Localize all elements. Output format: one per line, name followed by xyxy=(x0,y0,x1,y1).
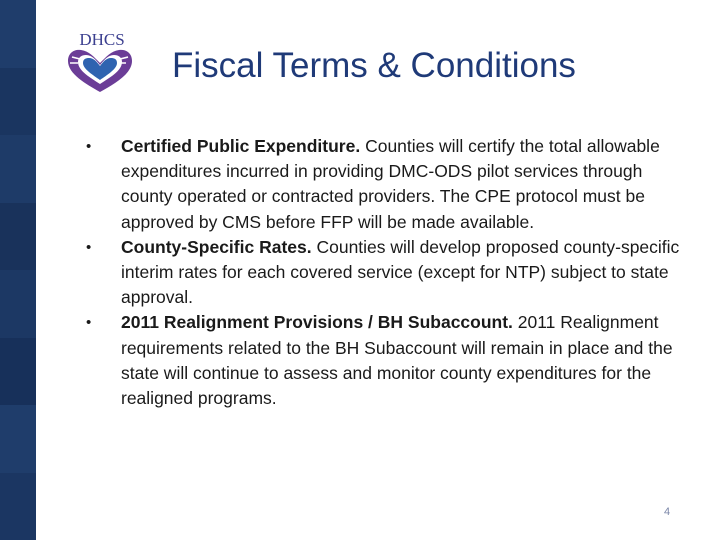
left-accent-bar xyxy=(0,0,36,540)
bullet-body: Counties will certify the total allowable expenditures incurred in providing DMC-ODS pilot services through county operated or contracted providers. The CPE protocol must be approved by CMS before FFP will be made available. xyxy=(121,136,660,232)
bullet-heading: County-Specific Rates. xyxy=(121,236,312,257)
bullet-text xyxy=(121,134,686,235)
bullet-marker: • xyxy=(86,314,92,332)
bullet-list xyxy=(86,134,686,411)
bullet-item xyxy=(86,235,686,311)
bullet-marker: • xyxy=(86,138,92,155)
dhcs-logo xyxy=(62,30,138,96)
bullet-body: 2011 Realignment requirements related to the BH Subaccount will remain in place and the state will continue to assess and monitor county expenditures for the realigned programs. xyxy=(121,312,673,409)
bullet-body: Counties will develop proposed county-specific interim rates for each covered service (except for NTP) subject to state approval. xyxy=(121,236,680,308)
slide-title: Fiscal Terms & Conditions xyxy=(172,46,576,85)
bullet-text xyxy=(121,310,686,411)
page-number: 4 xyxy=(664,506,671,518)
bullet-text xyxy=(121,235,686,311)
bullet-item xyxy=(86,134,686,235)
heart-hands-icon xyxy=(64,48,136,94)
logo-text: DHCS xyxy=(79,30,125,49)
bullet-marker: • xyxy=(86,238,92,256)
bullet-item xyxy=(86,310,686,411)
bullet-heading: 2011 Realignment Provisions / BH Subaccount. xyxy=(121,312,513,333)
bullet-heading: Certified Public Expenditure. xyxy=(121,136,361,156)
